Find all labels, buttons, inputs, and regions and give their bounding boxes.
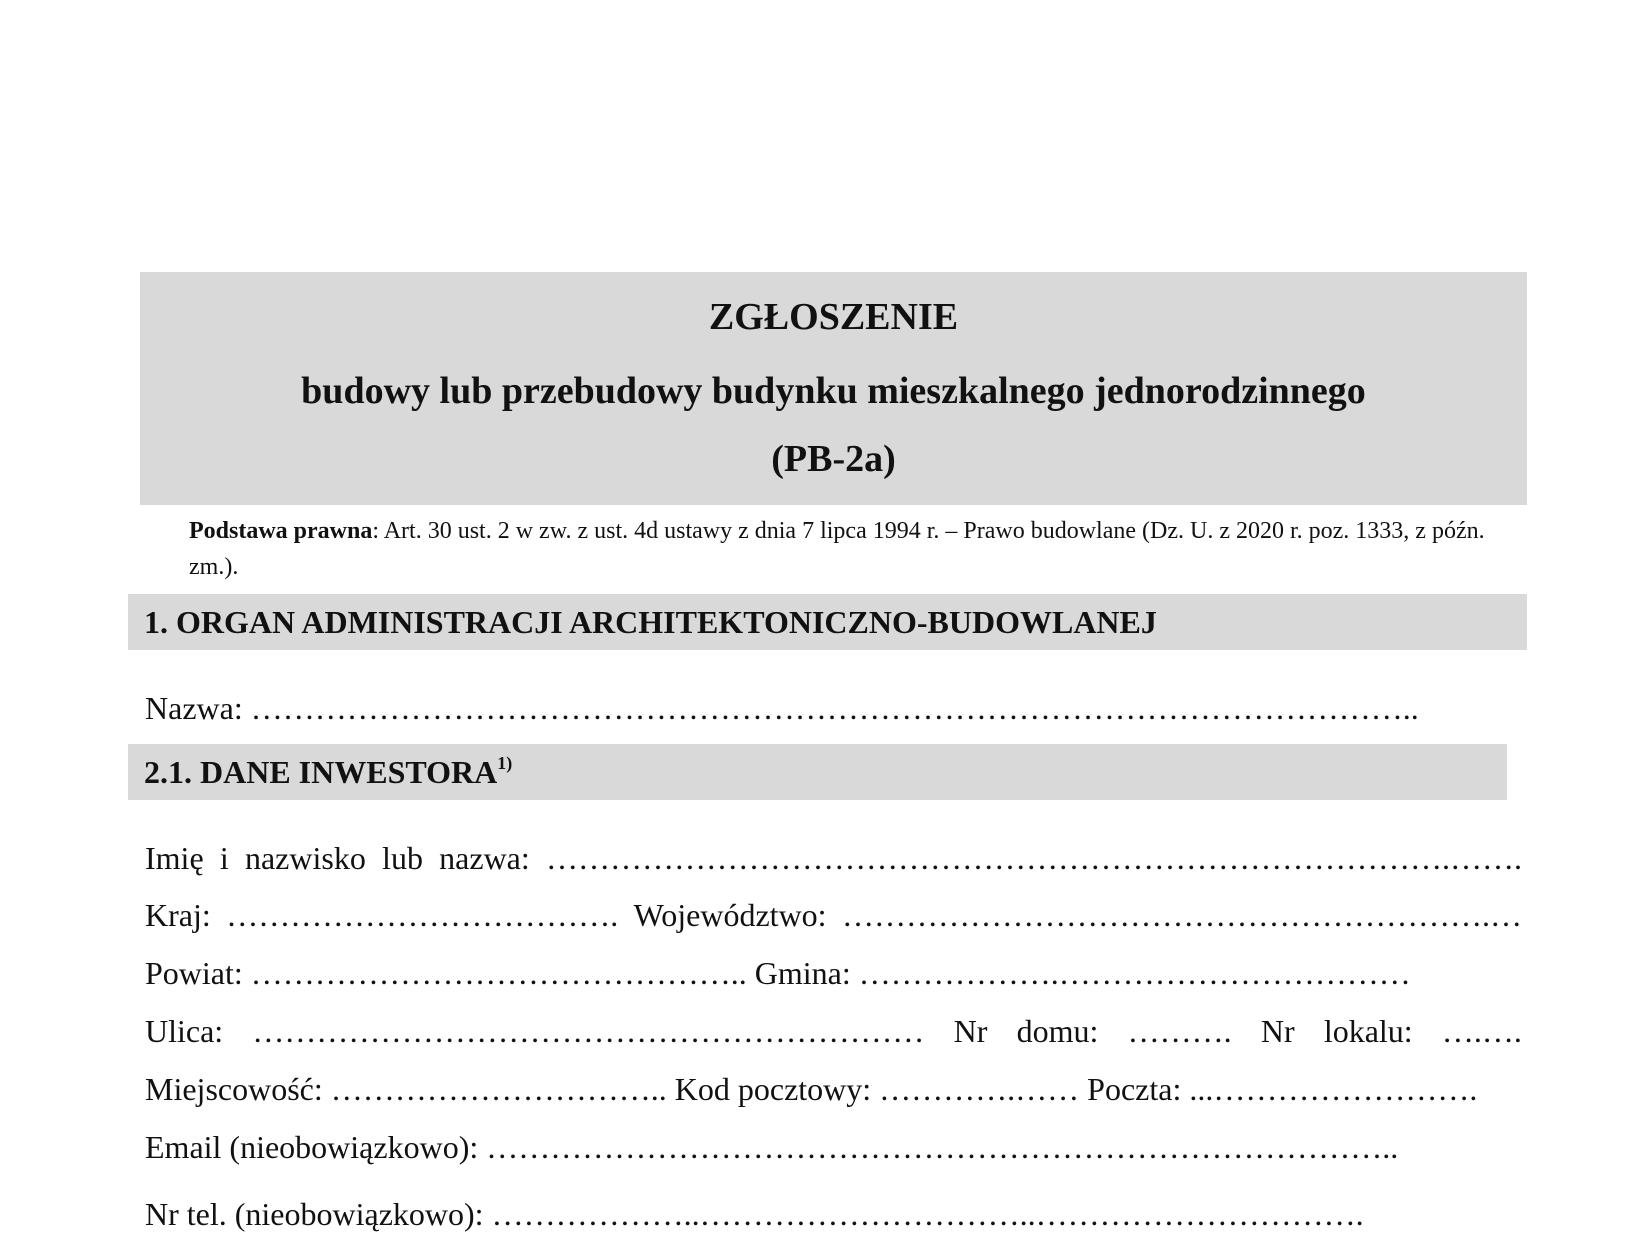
- street-dots[interactable]: ………………………………………………………: [252, 1013, 925, 1049]
- country-label: Kraj:: [145, 897, 211, 933]
- street-address-field[interactable]: [145, 1011, 1522, 1051]
- email-field[interactable]: Email (nieobowiązkowo): …………………………………………………………………………..: [145, 1129, 1399, 1165]
- legal-basis: [189, 513, 1489, 585]
- legal-basis-text: : Art. 30 ust. 2 w zw. z ust. 4d ustawy z dnia 7 lipca 1994 r. – Prawo budowlane (Dz. U. z 2020 r. poz. 1333, z późn. zm.).: [189, 518, 1485, 580]
- legal-basis-label: Podstawa prawna: [189, 518, 373, 544]
- organ-name-field[interactable]: Nazwa: ………………………………………………………………………………………………..: [145, 690, 1419, 726]
- house-no-label: Nr: [953, 1013, 988, 1049]
- form-subtitle: budowy lub przebudowy budynku mieszkalnego jednorodzinnego: [301, 370, 1366, 412]
- form-code: (PB-2a): [771, 438, 896, 480]
- house-no-dots[interactable]: ……….: [1127, 1013, 1232, 1049]
- country-region-field[interactable]: [145, 895, 1522, 935]
- street-label: Ulica:: [145, 1013, 224, 1049]
- field-label-word: nazwisko: [244, 840, 366, 876]
- city-postal-field[interactable]: Miejscowość: ………………………….. Kod pocztowy: ………….…… Poczta: ...…………………….: [145, 1071, 1478, 1107]
- district-commune-field[interactable]: Powiat: ……………………………………….. Gmina: ……………….……………………………: [145, 955, 1411, 991]
- country-dots[interactable]: ……………………………….: [226, 897, 619, 933]
- footnote-marker: 1): [497, 753, 513, 773]
- field-label-word: i: [219, 840, 229, 876]
- section-1-heading: 1. ORGAN ADMINISTRACJI ARCHITEKTONICZNO-BUDOWLANEJ: [128, 594, 1527, 650]
- investor-name-field[interactable]: [145, 838, 1522, 878]
- section-2-heading: [128, 744, 1507, 800]
- field-label-word: nazwa:: [439, 840, 530, 876]
- house-no-label-2: domu:: [1016, 1013, 1099, 1049]
- field-label-word: Imię: [145, 840, 204, 876]
- field-dots[interactable]: ………………………………………………………………………….…….: [545, 840, 1522, 876]
- field-label-word: lub: [382, 840, 423, 876]
- apartment-no-dots[interactable]: ….….: [1441, 1013, 1522, 1049]
- form-title: ZGŁOSZENIE: [708, 296, 959, 338]
- section-2-heading-text: 2.1. DANE INWESTORA: [144, 754, 498, 790]
- voivodeship-dots[interactable]: …………………………………………………….…: [842, 897, 1522, 933]
- apartment-no-label: Nr: [1260, 1013, 1295, 1049]
- voivodeship-label: Województwo:: [633, 897, 827, 933]
- phone-field[interactable]: Nr tel. (nieobowiązkowo): ………………..…………………………..………………………….: [145, 1196, 1364, 1232]
- form-title-block: [140, 272, 1527, 505]
- apartment-no-label-2: lokalu:: [1323, 1013, 1413, 1049]
